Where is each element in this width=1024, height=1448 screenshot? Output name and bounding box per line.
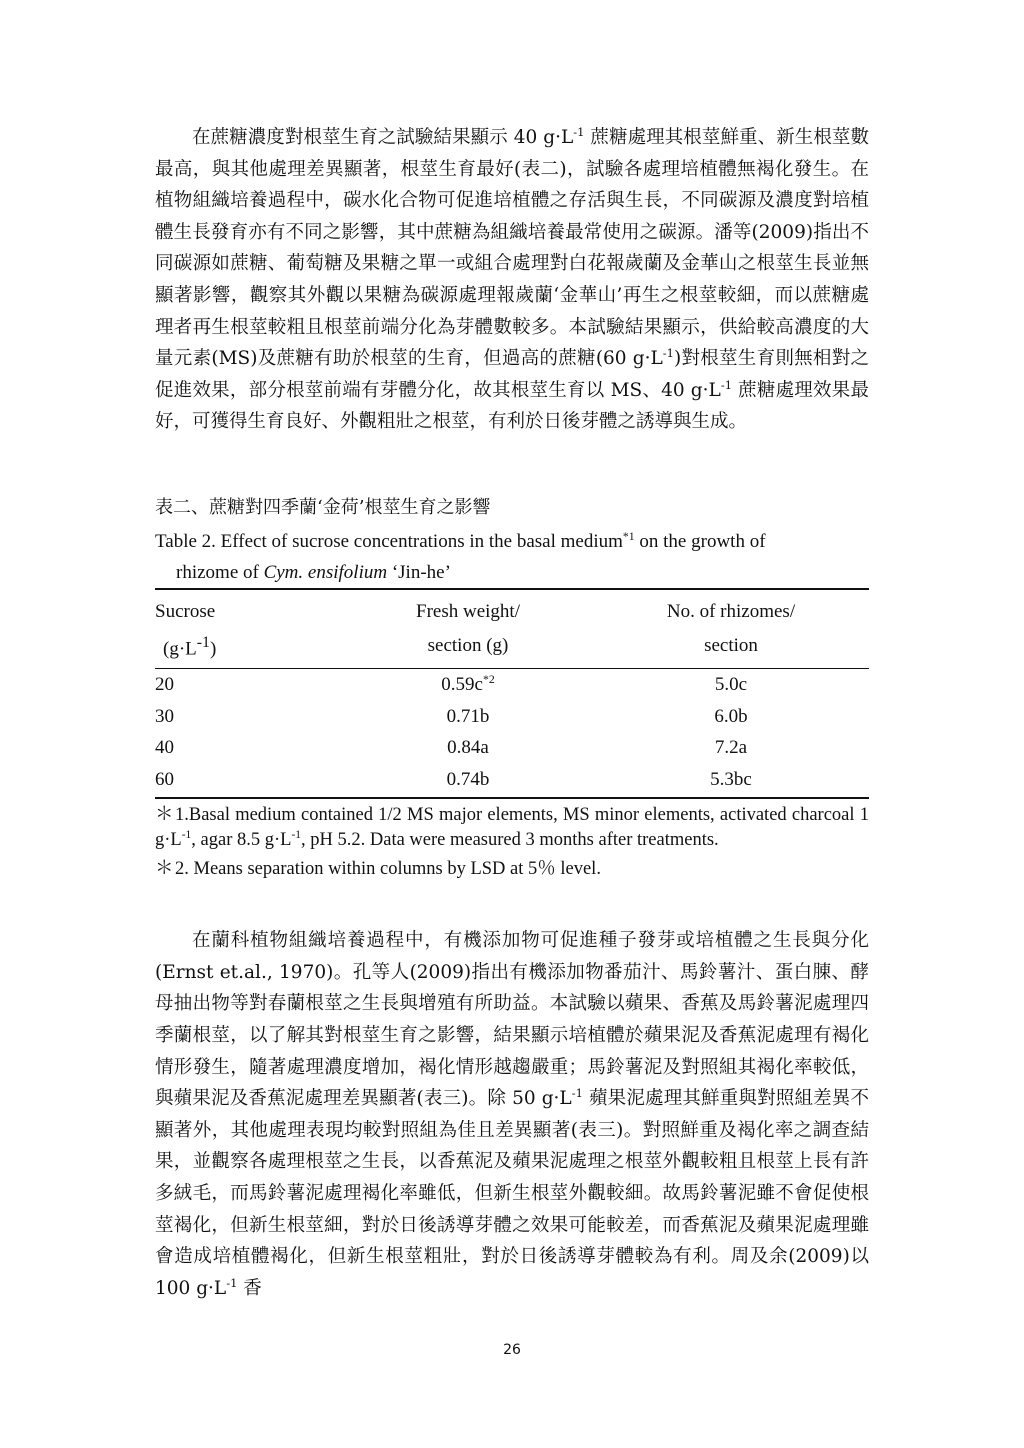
note-mark: ＊ — [155, 859, 174, 880]
header-fresh-weight-unit: section (g) — [343, 627, 593, 669]
page-number: 26 — [503, 1342, 521, 1358]
header-row — [155, 627, 869, 669]
table-note-1 — [155, 803, 869, 853]
caption-text: ‘Jin-he’ — [387, 561, 451, 583]
cell-fresh-weight: 0.74b — [343, 764, 593, 799]
superscript: -1 — [573, 125, 585, 140]
page-body — [155, 122, 869, 1304]
text-run: 蔗糖處理其根莖鮮重、新生根莖數最高，與其他處理差異顯著，根莖生育最好(表二)，試驗各處理培植體無褐化發生。在植物組織培養過程中，碳水化合物可促進培植體之存活與生長，不同碳源及濃度對培植體生長發育亦有不同之影響，其中蔗糖為組織培養最常使用之碳源。潘等(2009)指出不同碳源如蔗糖、葡萄糖及果糖之單一或組合處理對白花報歲蘭及金華山之根莖生長並無顯著影響，觀察其外觀以果糖為碳源處理報歲蘭‘金華山’再生之根莖較細，而以蔗糖處理者再生根莖較粗且根莖前端分化為芽體數較多。本試驗結果顯示，供給較高濃度的大量元素(MS)及蔗糖有助於根莖的生育，但過高的蔗糖(60 g·L — [155, 127, 870, 370]
superscript: -1 — [291, 829, 302, 842]
footnote-ref: *1 — [622, 529, 635, 543]
header-sucrose: Sucrose — [155, 589, 343, 627]
text-run: 蔗糖處理效果最好，可獲得生育良好、外觀粗壯之根莖，有利於日後芽體之誘導與生成。 — [155, 379, 869, 433]
data-table — [155, 588, 869, 799]
footnote-ref: *2 — [482, 673, 495, 687]
text-run: 在蔗糖濃度對根莖生育之試驗結果顯示 40 g·L — [192, 127, 574, 148]
superscript: -1 — [181, 829, 192, 842]
table-row — [155, 764, 869, 799]
cell-fresh-weight: 0.71b — [446, 705, 490, 727]
note-mark: ＊ — [155, 805, 174, 826]
note-text: 2. Means separation within columns by LSD at 5％ level. — [175, 859, 601, 880]
paragraph-1 — [155, 122, 869, 438]
text-run: 蘋果泥處理其鮮重與對照組差異不顯著外，其他處理表現均較對照組為佳且差異顯著(表三)。對照鮮重及褐化率之調查結果，並觀察各處理根莖之生長，以香蕉泥及蘋果泥處理之根莖外觀較粗且根莖上長有許多絨毛，而馬鈴薯泥處理褐化率雖低，但新生根莖外觀較細。故馬鈴薯泥雖不會促使根莖褐化，但新生根莖細，對於日後誘導芽體之效果可能較差，而香蕉泥及蘋果泥處理雖會造成培植體褐化，但新生根莖粗壯，對於日後誘導芽體較為有利。周及余(2009)以 100 g·L — [155, 1088, 869, 1299]
table-caption-en — [155, 526, 869, 588]
header-sucrose-unit — [155, 627, 343, 669]
superscript: -1 — [226, 1275, 238, 1290]
cell-sucrose: 40 — [155, 737, 174, 759]
table-notes — [155, 803, 869, 882]
header-rhizomes-unit: section — [593, 627, 869, 669]
superscript: -1 — [196, 633, 210, 651]
cell-fresh-weight: 0.84a — [447, 737, 489, 759]
table-row — [155, 732, 869, 764]
cell-rhizomes: 6.0b — [714, 705, 748, 727]
note-text: 1.Basal medium contained 1/2 MS major elements, MS minor elements, activated charcoal 1 g·L — [155, 805, 869, 851]
note-text: , pH 5.2. Data were measured 3 months after treatments. — [301, 830, 719, 851]
unit-text: ) — [209, 638, 217, 660]
cell-rhizomes: 5.0c — [714, 674, 748, 696]
cell-fresh-weight — [343, 669, 593, 701]
table-caption-zh: 表二、蔗糖對四季蘭‘金荷’根莖生育之影響 — [155, 496, 491, 518]
note-text: , agar 8.5 g·L — [191, 830, 292, 851]
unit-text: (g·L — [163, 638, 197, 660]
text-run: 香 — [237, 1277, 262, 1299]
header-fresh-weight: Fresh weight/ — [343, 589, 593, 627]
superscript: -1 — [662, 346, 674, 361]
value: 0.59c — [441, 674, 483, 696]
superscript: -1 — [571, 1086, 583, 1101]
table-row — [155, 669, 869, 701]
table-note-2 — [155, 857, 869, 882]
table-row — [155, 701, 869, 733]
caption-text: rhizome of — [176, 561, 264, 583]
superscript: -1 — [720, 377, 733, 392]
caption-text: Table 2. Effect of sucrose concentrations in the basal medium — [155, 530, 623, 552]
cell-sucrose: 20 — [155, 674, 174, 696]
header-rhizomes: No. of rhizomes/ — [593, 589, 869, 627]
cell-rhizomes: 7.2a — [714, 737, 748, 759]
text-run: 在蘭科植物組織培養過程中，有機添加物可促進種子發芽或培植體之生長與分化(Ernst et.al., 1970)。孔等人(2009)指出有機添加物番茄汁、馬鈴薯汁、蛋白腖、酵母抽出物等對春蘭根莖之生長與增殖有所助益。本試驗以蘋果、香蕉及馬鈴薯泥處理四季蘭根莖，以了解其對根莖生育之影響，結果顯示培植體於蘋果泥及香蕉泥處理有褐化情形發生，隨著處理濃度增加，褐化情形越趨嚴重；馬鈴薯泥及對照組其褐化率較低，與蘋果泥及香蕉泥處理差異顯著(表三)。除 50 g·L — [155, 930, 869, 1110]
cell-rhizomes: 5.3bc — [593, 764, 869, 799]
cell-sucrose: 60 — [155, 764, 343, 799]
species-name: Cym. ensifolium — [263, 561, 388, 583]
caption-line-2 — [155, 557, 869, 588]
paragraph-2 — [155, 925, 869, 1304]
cell-sucrose: 30 — [155, 705, 174, 727]
header-row — [155, 589, 869, 627]
text-run: )對根莖生育則無相對之促進效果，部分根莖前端有芽體分化，故其根莖生育以 MS、40 g·L — [155, 348, 870, 401]
caption-text: on the growth of — [634, 530, 766, 552]
